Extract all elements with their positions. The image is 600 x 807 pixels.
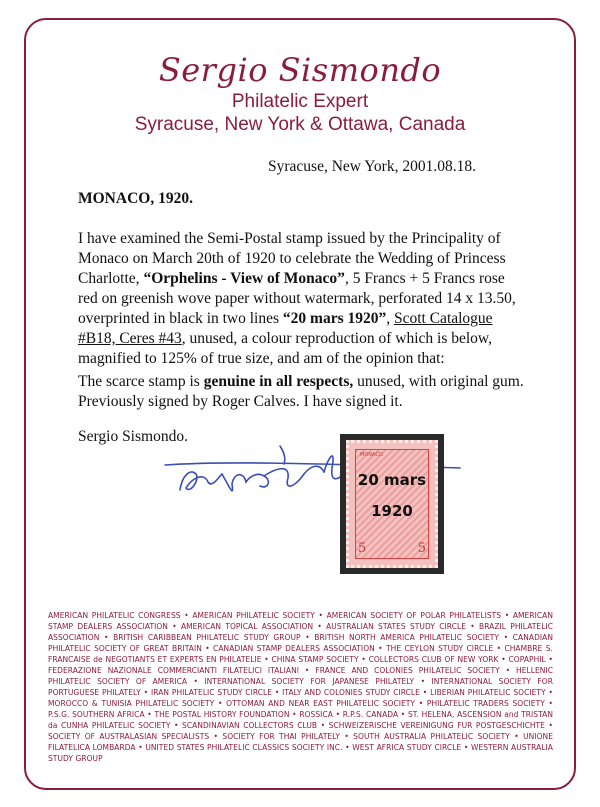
description-text-d: , unused, a colour reproduction of which is below, magnified to 125% of true size, and am of the opinion that: bbox=[78, 330, 492, 367]
value-right: 5 bbox=[417, 541, 426, 556]
description-text-a: I have examined the Semi-Postal stamp issued by the Principality of Monaco on March 20th of 1920 to celebrate the Wedding of Princess Charlotte, bbox=[78, 230, 506, 287]
stamp-title: “Orphelins - View of Monaco” bbox=[143, 270, 345, 287]
stamp-vignette bbox=[355, 449, 429, 559]
description-text-b: , 5 Francs + 5 Francs rose red on greenish wove paper without watermark, perforated 14 x 13.50, overprinted in black in two lines bbox=[78, 270, 516, 327]
opinion-text-a: The scarce stamp is bbox=[78, 373, 204, 390]
certificate-header bbox=[0, 50, 600, 137]
stamp-heading: MONACO, 1920. bbox=[78, 190, 193, 207]
expert-location: Syracuse, New York & Ottawa, Canada bbox=[134, 114, 466, 135]
stamp-country-text: MONACO bbox=[360, 452, 383, 458]
overprint-text: “20 mars 1920” bbox=[282, 310, 387, 327]
expert-name: Sergio Sismondo bbox=[158, 51, 442, 89]
stamp-image bbox=[340, 434, 444, 574]
membership-list: AMERICAN PHILATELIC CONGRESS • AMERICAN PHILATELIC SOCIETY • AMERICAN SOCIETY OF POLAR PHILATELISTS • AMERICAN STAMP DEALERS ASSOCIATION • AMERICAN TOPICAL ASSOCIATION • AUSTRALIAN STATES STUDY CIRCLE • BRAZIL PHILATELIC ASSOCIATION • BRITISH CARIBBEAN PHILATELIC STUDY GROUP • BRITISH NORTH AMERICA PHILATELIC SOCIETY • CANADIAN PHILATELIC SOCIETY OF GREAT BRITAIN • CANADIAN STAMP DEALERS ASSOCIATION • THE CEYLON STUDY CIRCLE • CHAMBRE S. FRANCAISE de NEGOTIANTS ET EXPERTS EN PHILATELIE • CHINA STAMP SOCIETY • COLLECTORS CLUB OF NEW YORK • COPAPHIL • FEDERAZIONE NAZIONALE COMMERCIANTI FILATELICI ITALIANI • FRANCE AND COLONIES PHILATELIC SOCIETY • HELLENIC PHILATELIC SOCIETY OF AMERICA • INTERNATIONAL SOCIETY FOR JAPANESE PHILATELY • INTERNATIONAL SOCIETY FOR PORTUGUESE PHILATELY • IRAN PHILATELIC STUDY CIRCLE • ITALY AND COLONIES STUDY CIRCLE • LIBERIAN PHILATELIC SOCIETY • MOROCCO & TUNISIA PHILATELIC SOCIETY • OTTOMAN AND NEAR EAST PHILATELIC SOCIETY • PHILATELIC TRADERS SOCIETY • P.S.G. SOUTHERN AFRICA • THE POSTAL HISTORY FOUNDATION • ROSSICA • R.P.S. CANADA • ST. HELENA, ASCENSION and TRISTAN da CUNHA PHILATELIC SOCIETY • SCANDINAVIAN COLLECTORS CLUB • SCHWEIZERISCHE VEREINIGUNG FUR POSTGESCHICHTE • SOCIETY OF AUSTRALASIAN SPECIALISTS • SOCIETY FOR THAI PHILATELY • SOUTH AUSTRALIA PHILATELIC SOCIETY • UNIONE FILATELICA LOMBARDA • UNITED STATES PHILATELIC CLASSICS SOCIETY INC. • WEST AFRICA STUDY CIRCLE • WESTERN AUSTRALIA STUDY GROUP bbox=[48, 611, 553, 763]
stamp-face bbox=[346, 440, 438, 568]
opinion-text-b: unused, with original gum. Previously signed by Roger Calves. I have signed it. bbox=[78, 373, 524, 410]
opinion-verdict: genuine in all respects, bbox=[203, 373, 354, 390]
description-text-c: , bbox=[386, 310, 394, 327]
overprint-line-1: 20 mars bbox=[357, 471, 427, 489]
expert-title: Philatelic Expert bbox=[231, 91, 369, 112]
description-paragraph bbox=[78, 229, 528, 369]
catalogue-reference: Scott Catalogue #B18, Ceres #43 bbox=[78, 310, 493, 347]
overprint-line-2: 1920 bbox=[371, 502, 413, 520]
date-line: Syracuse, New York, 2001.08.18. bbox=[268, 158, 476, 175]
value-left: 5 bbox=[358, 541, 367, 556]
opinion-paragraph bbox=[78, 372, 528, 412]
signer-name: Sergio Sismondo. bbox=[78, 428, 188, 445]
